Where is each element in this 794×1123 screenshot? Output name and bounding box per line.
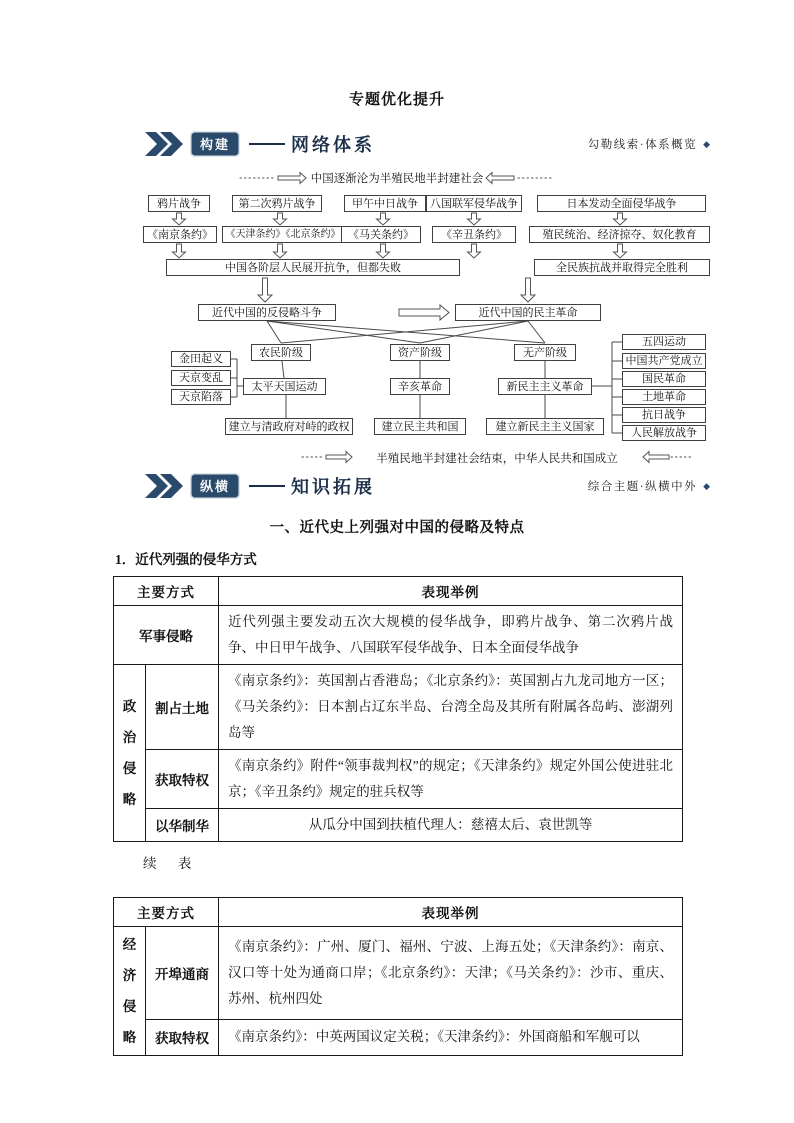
- table-row-military: [114, 606, 683, 665]
- banner-dash: [249, 485, 285, 487]
- text-open-ports: 《南京条约》：广州、厦门、福州、宁波、上海五处；《天津条约》：南京、汉口等十处为通商口岸；《北京条约》：天津；《马关条约》：沙市、重庆、苏州、杭州四处: [219, 927, 683, 1020]
- header-main-method: 主要方式: [114, 577, 219, 606]
- node-national-war-victory: 全民族抗战并取得完全胜利: [534, 259, 710, 276]
- node-new-democratic-state: 建立新民主主义国家: [486, 418, 604, 435]
- vertical-label-economic: 经济侵略: [122, 937, 137, 1045]
- node-peasant-class: 农民阶级: [251, 344, 311, 361]
- banner-tag: 纵横: [190, 473, 240, 499]
- table-header-row: [114, 577, 683, 606]
- sub-heading: 1．近代列强的侵华方式: [115, 552, 257, 567]
- node-new-democratic-revolution: 新民主主义革命: [498, 378, 592, 395]
- flowchart-top-caption: 中国逐渐沦为半殖民地半封建社会: [310, 173, 484, 185]
- group-political-invasion: [114, 665, 146, 842]
- node-liberation-war: 人民解放战争: [622, 425, 706, 441]
- node-opium-war: 鸦片战争: [148, 195, 210, 212]
- label-military-invasion: 军事侵略: [114, 606, 219, 665]
- node-taiping-movement: 太平天国运动: [243, 378, 326, 395]
- node-anti-invasion-struggle: 近代中国的反侵略斗争: [198, 304, 336, 321]
- node-may-fourth-movement: 五四运动: [622, 334, 706, 350]
- vertical-label-political: 政治侵略: [122, 699, 137, 807]
- banner-title: 知识拓展: [291, 477, 376, 497]
- node-democratic-republic: 建立民主共和国: [374, 418, 466, 435]
- history-network-diagram: [0, 169, 794, 471]
- node-second-opium-war: 第二次鸦片战争: [232, 195, 322, 212]
- invasion-methods-table-continued: [113, 897, 683, 1056]
- node-treaty-xinchou: 《辛丑条约》: [432, 226, 516, 243]
- node-treaty-tianjin-beijing: 《天津条约》《北京条约》: [222, 226, 344, 243]
- node-proletariat-class: 无产阶级: [514, 344, 576, 361]
- continued-table-label: 续 表: [143, 856, 201, 871]
- table-row-ports: [114, 927, 683, 1020]
- diamond-icon: ◆: [703, 138, 710, 149]
- header-examples: 表现举例: [219, 577, 683, 606]
- banner-knowledge-expansion: [145, 473, 710, 499]
- header-main-method: 主要方式: [114, 898, 219, 927]
- label-seize-land: 割占土地: [146, 665, 219, 750]
- banner-dash: [249, 143, 285, 145]
- text-gain-privilege: 《南京条约》：中英两国议定关税；《天津条约》：外国商船和军舰可以: [219, 1019, 683, 1055]
- diamond-icon: ◆: [703, 480, 710, 491]
- node-japan-full-invasion: 日本发动全面侵华战争: [537, 195, 706, 212]
- node-tianjing-fall: 天京陷落: [171, 389, 231, 405]
- node-tianjing-incident: 天京变乱: [171, 370, 231, 386]
- table-row-privilege2: [114, 1019, 683, 1055]
- table-header-row: [114, 898, 683, 927]
- node-democratic-revolution: 近代中国的民主革命: [455, 304, 601, 321]
- group-economic-invasion: [114, 927, 146, 1056]
- node-resistance-failed: 中国各阶层人民展开抗争，但都失败: [166, 259, 460, 276]
- label-gain-privilege: 获取特权: [146, 750, 219, 809]
- text-rule-via-chinese: 从瓜分中国到扶植代理人：慈禧太后、袁世凯等: [219, 809, 683, 842]
- label-open-ports: 开埠通商: [146, 927, 219, 1020]
- banner-title: 网络体系: [291, 135, 376, 155]
- banner-subtitle: 综合主题·纵横中外: [587, 481, 698, 493]
- node-xinhai-revolution: 辛亥革命: [390, 378, 450, 395]
- invasion-methods-table: [113, 576, 683, 842]
- section-heading: 一、近代史上列强对中国的侵略及特点: [269, 520, 525, 536]
- label-gain-privilege: 获取特权: [146, 1019, 219, 1055]
- node-treaty-shimonoseki: 《马关条约》: [341, 226, 421, 243]
- node-eight-nation-alliance-war: 八国联军侵华战争: [426, 195, 522, 212]
- text-military-invasion: 近代列强主要发动五次大规模的侵华战争，即鸦片战争、第二次鸦片战争、中日甲午战争、八国联军侵华战争、日本全面侵华战争: [219, 606, 683, 665]
- banner-subtitle: 勾勒线索·体系概览: [587, 139, 698, 151]
- text-seize-land: 《南京条约》：英国割占香港岛；《北京条约》：英国割占九龙司地方一区；《马关条约》：日本割占辽东半岛、台湾全岛及其所有附属各岛屿、澎湖列岛等: [219, 665, 683, 750]
- node-anti-japanese-war: 抗日战争: [622, 407, 706, 423]
- node-sino-japanese-war: 甲午中日战争: [344, 195, 426, 212]
- header-examples: 表现举例: [219, 898, 683, 927]
- double-chevron-icon: [145, 132, 185, 156]
- flowchart-bottom-caption: 半殖民地半封建社会结束，中华人民共和国成立: [376, 453, 618, 465]
- page-title: 专题优化提升: [348, 92, 445, 108]
- node-treaty-nanjing: 《南京条约》: [143, 226, 217, 243]
- label-rule-via-chinese: 以华制华: [146, 809, 219, 842]
- node-national-revolution: 国民革命: [622, 371, 706, 387]
- banner-tag: 构建: [190, 131, 240, 157]
- node-jintian-uprising: 金田起义: [171, 351, 231, 367]
- node-bourgeois-class: 资产阶级: [390, 344, 450, 361]
- node-cpc-founding: 中国共产党成立: [622, 353, 706, 369]
- node-regime-against-qing: 建立与清政府对峙的政权: [225, 418, 353, 435]
- table-row-land: [114, 665, 683, 750]
- node-colonial-rule: 殖民统治、经济掠夺、奴化教育: [529, 226, 710, 243]
- double-chevron-icon: [145, 474, 185, 498]
- table-row-proxy: [114, 809, 683, 842]
- banner-network-system: [145, 131, 710, 157]
- node-agrarian-revolution: 土地革命: [622, 389, 706, 405]
- text-gain-privilege: 《南京条约》附件“领事裁判权”的规定；《天津条约》规定外国公使进驻北京；《辛丑条约》规定的驻兵权等: [219, 750, 683, 809]
- table-row-privilege: [114, 750, 683, 809]
